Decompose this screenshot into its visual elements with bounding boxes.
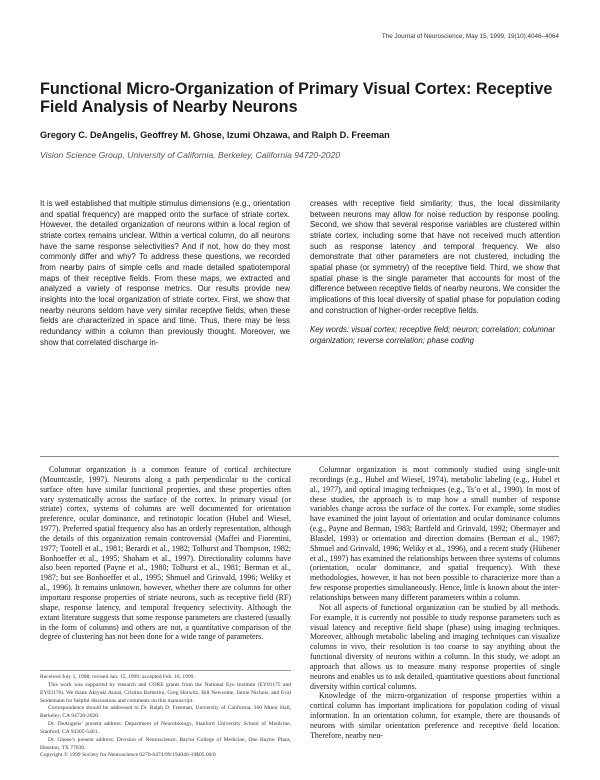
footnotes — [40, 674, 291, 760]
footnote-address: Dr. Ghose’s present address: Division of Neuroscience, Baylor College of Medicine, One Baylor Plaza, Houston, TX 77030. — [40, 736, 291, 751]
footnote-support: This work was supported by research and CORE grants from the National Eye Institute (EY01175 and EY03176). We thank Akiyuki Anzai, Cristina Barberini, Greg Horwitz, Bill Newsome, Jamie Nichols, and Eyal Seidemann for helpful discussions and comments on this manuscript. — [40, 681, 291, 704]
footnote-correspondence: Correspondence should be addressed to Dr. Ralph D. Freeman, University of California, 360 Minor Hall, Berkeley, CA 94720-2020. — [40, 705, 291, 720]
body-left-column — [40, 465, 291, 642]
body-paragraph: Knowledge of the micro-organization of response properties within a cortical column has important implications for population coding of visual information. In an orientation column, for example, there are thousands of neurons with similar orientation preference and receptive field location. Therefore, nearby neu- — [310, 691, 560, 740]
body-paragraph: Not all aspects of functional organization can be studied by all methods. For example, it is currently not possible to study response parameters such as visual latency and receptive field shape (phase) using imaging techniques. Moreover, although metabolic labeling and imaging techniques can visualize columns in vivo, their resolution is too coarse to say anything about the functional diversity of neurons within a column. In this study, we adopt an approach that allows us to measure many response properties of single neurons and enables us to ask detailed, quantitative questions about functional diversity within cortical columns. — [310, 602, 560, 691]
abstract-left-column — [40, 199, 290, 348]
footnote-address: Dr. DeAngelis’ present address: Department of Neurobiology, Stanford University School of Medicine, Stanford, CA 94305-5401. — [40, 721, 291, 735]
body-paragraph: Columnar organization is a common feature of cortical architecture (Mountcastle, 1997). Neurons along a path perpendicular to the cortical surface often have similar functional properties, and these properties often vary systematically across the surface of the cortex. In primary visual (or striate) cortex, systems of columns are well documented for orientation preference, ocular dominance, and retinotopic location (Hubel and Wiesel, 1977). Preferred spatial frequency also has an orderly representation, although the details of this organization remain controversial (Maffei and Fiorentini, 1977; Tootell et al., 1981; Berardi et al., 1982; Tolhurst and Thompson, 1982; Bonhoeffer et al., 1995; Shoham et al., 1997). Directionality columns have also been reported (Payne et al., 1980; Tolhurst et al., 1981; Berman et al., 1987; but see Bonhoeffer et al., 1995; Shmuel and Grinvald, 1996; Weliky et al., 1996). It remains unknown, however, whether there are columns for other important response properties of striate neurons, such as receptive field (RF) shape, response latency, and temporal frequency selectivity. Although the extant literature suggests that some response parameters are clustered (usually in the form of columns) and others are not, a quantitative comparison of the degree of clustering has not been done for a wide range of parameters. — [40, 465, 291, 642]
abstract-text-left: It is well established that multiple stimulus dimensions (e.g., orientation and spatial frequency) are mapped onto the surface of striate cortex. However, the detailed organization of neurons within a local region of striate cortex remains unclear. Within a vertical column, do all neurons have the same response selectivities? And if not, how do they most commonly differ and why? To address these questions, we recorded from nearby pairs of simple cells and made detailed spatiotemporal maps of their receptive fields. From these maps, we extracted and analyzed a variety of response metrics. Our results provide new insights into the local organization of striate cortex. First, we show that nearby neurons seldom have very similar receptive fields, when these fields are characterized in space and time. Thus, there may be less redundancy within a column than previously thought. Moreover, we show that correlated discharge in- — [40, 199, 290, 347]
footnote-copyright: Copyright © 1999 Society for Neuroscience 0270-6474/99/194046-19$05.00/0 — [40, 752, 216, 759]
affiliation: Vision Science Group, University of California, Berkeley, California 94720-2020 — [40, 150, 341, 160]
abstract-right-column — [310, 199, 560, 347]
body-right-column — [310, 465, 560, 741]
section-divider — [40, 456, 559, 457]
article-title: Functional Micro-Organization of Primary Visual Cortex: Receptive Field Analysis of Nearby Neurons — [40, 80, 553, 116]
footnote-divider — [40, 670, 291, 671]
author-list: Gregory C. DeAngelis, Geoffrey M. Ghose, Izumi Ohzawa, and Ralph D. Freeman — [40, 130, 390, 140]
running-head: The Journal of Neuroscience, May 15, 1999, 19(10):4046–4064 — [381, 33, 559, 40]
abstract-text-right: creases with receptive field similarity; thus, the local dissimilarity between neurons may allow for noise reduction by response pooling. Second, we show that several response variables are clustered within striate cortex, including some that have not received much attention such as response latency and temporal frequency. We also demonstrate that other parameters are not clustered, including the spatial phase (or symmetry) of the receptive field. Third, we show that spatial phase is the single parameter that accounts for most of the difference between receptive fields of nearby neurons. We consider the implications of this local diversity of spatial phase for population coding and construction of higher-order receptive fields. — [310, 199, 560, 315]
keywords — [310, 325, 560, 346]
keywords-list: visual cortex; receptive field; neuron; correlation; columnar organization; reverse correlation; phase coding — [310, 325, 556, 345]
body-paragraph: Columnar organization is most commonly studied using single-unit recordings (e.g., Hubel and Wiesel, 1974), metabolic labeling (e.g., Hubel et al., 1977), and optical imaging techniques (e.g., Ts’o et al., 1990). In most of these studies, the approach is to map how a small number of response variables change across the surface of the cortex. For example, some studies have examined the joint layout of orientation and ocular dominance columns (e.g., Payne and Berman, 1983; Bartfeld and Grinvald, 1992; Obermayer and Blasdel, 1993) or orientation and direction domains (Berman et al., 1987; Shmuel and Grinvald, 1996; Weliky et al., 1996), and a recent study (Hübener et al., 1997) has examined the relationships between three systems of columns (orientation, ocular dominance, and spatial frequency). With these methodologies, however, it has not been possible to characterize more than a few response properties simultaneously. Hence, little is known about the inter-relationships between many different parameters within a column. — [310, 465, 560, 602]
footnote-received: Received July 1, 1998; revised Jan. 15, 1999; accepted Feb. 16, 1999. — [40, 674, 195, 680]
keywords-label: Key words: — [310, 325, 350, 335]
